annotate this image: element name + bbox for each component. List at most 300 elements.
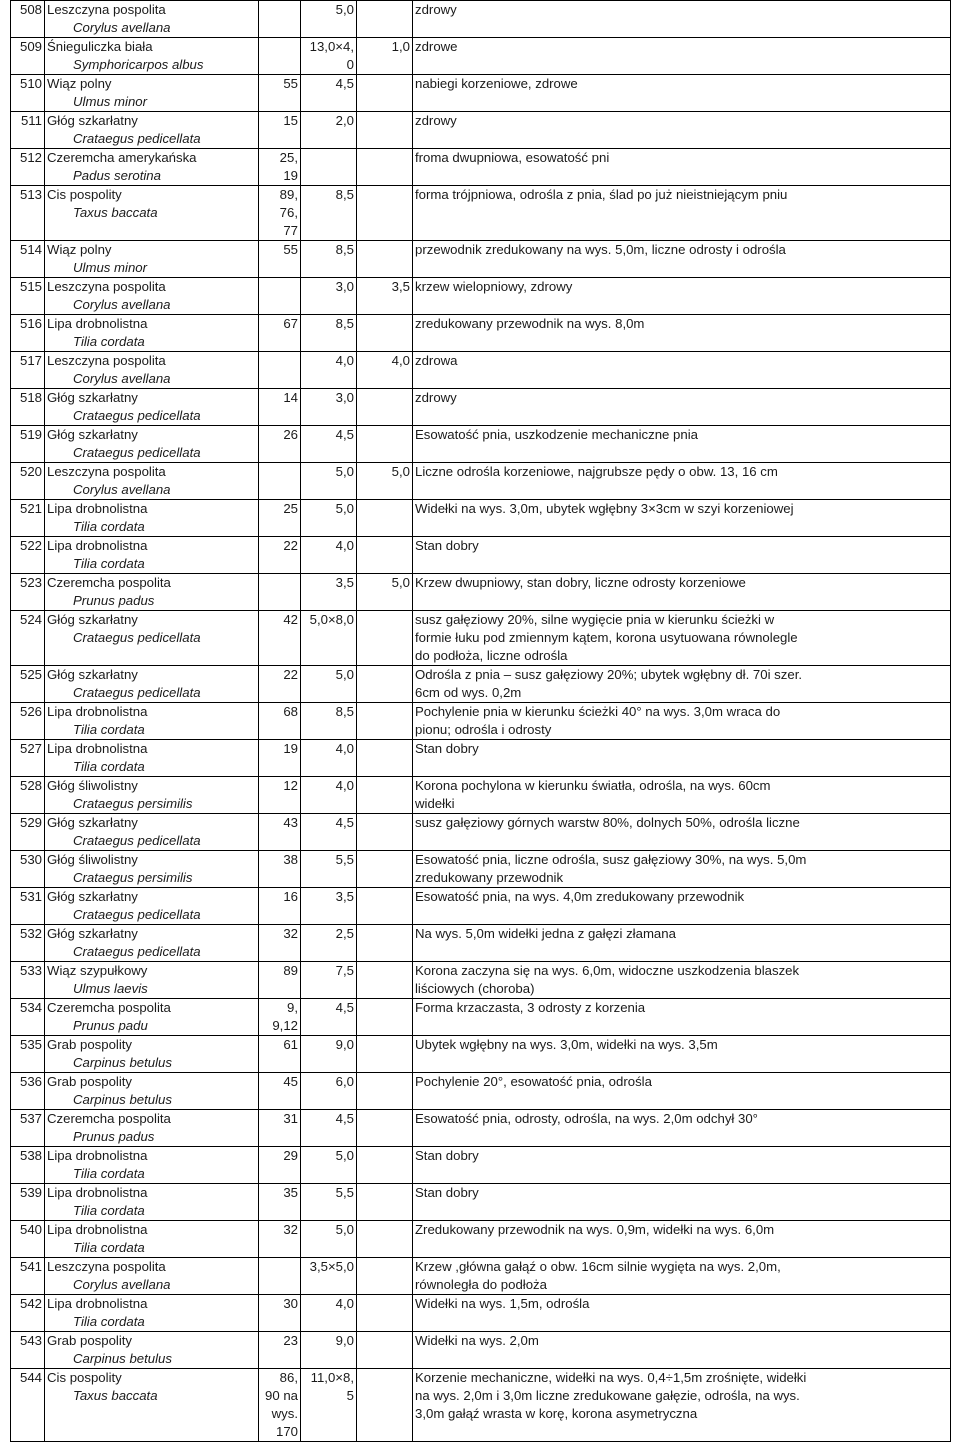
circumference-value: 89, [279, 187, 298, 202]
species-latin-name: Carpinus betulus [73, 1351, 172, 1366]
height-cell [301, 1295, 357, 1332]
table-row [11, 851, 951, 888]
height-value: 5,0 [335, 2, 354, 17]
height-cell [301, 666, 357, 703]
circumference-value: 30 [283, 1296, 298, 1311]
description-line: do podłoża, liczne odrośla [415, 648, 568, 663]
tree-number: 517 [11, 352, 45, 389]
crown-value-cell [357, 999, 413, 1036]
circumference-value: 42 [283, 612, 298, 627]
species-latin-name: Prunus padu [73, 1018, 148, 1033]
circumference-cell [259, 315, 301, 352]
description-line: Esowatość pnia, na wys. 4,0m zredukowany przewodnik [415, 889, 745, 904]
condition-description [413, 112, 951, 149]
height-cell [301, 574, 357, 611]
description-line: Stan dobry [415, 741, 479, 756]
species-latin-name: Corylus avellana [73, 20, 171, 35]
tree-number: 509 [11, 38, 45, 75]
height-value: 5,0×8,0 [309, 612, 354, 627]
description-line: liściowych (choroba) [415, 981, 535, 996]
table-row [11, 352, 951, 389]
crown-value-cell [357, 851, 413, 888]
height-cell [301, 426, 357, 463]
condition-description [413, 278, 951, 315]
table-row [11, 149, 951, 186]
table-row [11, 38, 951, 75]
height-value: 5 [346, 1388, 354, 1403]
species-polish-name: Leszczyna pospolita [47, 353, 166, 368]
description-line: Korona pochylona w kierunku światła, odrośla, na wys. 60cm [415, 778, 771, 793]
species-latin-name: Prunus padus [73, 593, 155, 608]
circumference-value: 55 [283, 76, 298, 91]
description-line: froma dwupniowa, esowatość pni [415, 150, 610, 165]
description-line: Widełki na wys. 2,0m [415, 1333, 539, 1348]
species-polish-name: Czeremcha pospolita [47, 575, 171, 590]
description-line: 3,0m gałąź wrasta w korę, korona asymetryczna [415, 1406, 698, 1421]
species-polish-name: Grab pospolity [47, 1074, 133, 1089]
condition-description [413, 999, 951, 1036]
table-row [11, 315, 951, 352]
height-value: 9,0 [335, 1333, 354, 1348]
species-cell [45, 851, 259, 888]
height-cell [301, 888, 357, 925]
height-value: 2,0 [335, 113, 354, 128]
height-value: 4,5 [335, 1000, 354, 1015]
table-row [11, 1, 951, 38]
height-cell [301, 38, 357, 75]
height-value: 4,5 [335, 76, 354, 91]
height-value: 4,0 [335, 778, 354, 793]
species-polish-name: Grab pospolity [47, 1333, 133, 1348]
circumference-cell [259, 241, 301, 278]
crown-value-cell: 3,5 [357, 278, 413, 315]
height-value: 0 [346, 57, 354, 72]
height-value: 4,0 [335, 353, 354, 368]
circumference-cell [259, 888, 301, 925]
tree-number: 508 [11, 1, 45, 38]
species-latin-name: Carpinus betulus [73, 1092, 172, 1107]
species-cell [45, 537, 259, 574]
condition-description [413, 426, 951, 463]
condition-description [413, 149, 951, 186]
tree-number: 510 [11, 75, 45, 112]
tree-number: 539 [11, 1184, 45, 1221]
height-cell [301, 1073, 357, 1110]
table-row [11, 389, 951, 426]
species-latin-name: Crataegus pedicellata [73, 408, 201, 423]
species-polish-name: Głóg szkarłatny [47, 667, 138, 682]
height-cell [301, 500, 357, 537]
height-cell [301, 1332, 357, 1369]
table-row [11, 703, 951, 740]
crown-value-cell [357, 925, 413, 962]
height-cell [301, 149, 357, 186]
tree-number: 525 [11, 666, 45, 703]
tree-number: 533 [11, 962, 45, 999]
circumference-cell [259, 389, 301, 426]
circumference-value: 45 [283, 1074, 298, 1089]
crown-value-cell [357, 149, 413, 186]
species-cell [45, 1369, 259, 1442]
condition-description [413, 1110, 951, 1147]
table-row [11, 1073, 951, 1110]
tree-number: 531 [11, 888, 45, 925]
circumference-value: 25, [279, 150, 298, 165]
crown-value-cell: 5,0 [357, 463, 413, 500]
height-value: 4,0 [335, 741, 354, 756]
table-row [11, 1147, 951, 1184]
species-polish-name: Czeremcha amerykańska [47, 150, 197, 165]
circumference-value: 68 [283, 704, 298, 719]
species-cell [45, 75, 259, 112]
circumference-value: 67 [283, 316, 298, 331]
description-line: zdrowy [415, 2, 457, 17]
circumference-cell [259, 962, 301, 999]
description-line: przewodnik zredukowany na wys. 5,0m, liczne odrosty i odrośla [415, 242, 786, 257]
species-latin-name: Tilia cordata [73, 519, 145, 534]
description-line: susz gałęziowy 20%, silne wygięcie pnia w kierunku ścieżki w [415, 612, 775, 627]
species-polish-name: Lipa drobnolistna [47, 538, 148, 553]
tree-number: 528 [11, 777, 45, 814]
tree-number: 540 [11, 1221, 45, 1258]
description-line: Stan dobry [415, 1148, 479, 1163]
crown-value-cell [357, 186, 413, 241]
table-row [11, 999, 951, 1036]
species-latin-name: Symphoricarpos albus [73, 57, 204, 72]
condition-description [413, 1147, 951, 1184]
tree-number: 520 [11, 463, 45, 500]
description-line: Odrośla z pnia – susz gałęziowy 20%; ubytek wgłębny dł. 70i szer. [415, 667, 803, 682]
species-cell [45, 149, 259, 186]
table-row [11, 463, 951, 500]
species-latin-name: Tilia cordata [73, 1166, 145, 1181]
description-line: Esowatość pnia, odrosty, odrośla, na wys. 2,0m odchył 30° [415, 1111, 758, 1126]
crown-value-cell: 4,0 [357, 352, 413, 389]
species-cell [45, 666, 259, 703]
height-cell [301, 315, 357, 352]
table-row [11, 1221, 951, 1258]
species-cell [45, 38, 259, 75]
condition-description [413, 666, 951, 703]
crown-value-cell [357, 1332, 413, 1369]
crown-value-cell [357, 1073, 413, 1110]
species-polish-name: Wiąz polny [47, 242, 112, 257]
height-value: 4,5 [335, 427, 354, 442]
species-polish-name: Głóg śliwolistny [47, 852, 138, 867]
crown-value-cell [357, 389, 413, 426]
species-polish-name: Głóg szkarłatny [47, 815, 138, 830]
species-cell [45, 1184, 259, 1221]
height-cell [301, 463, 357, 500]
tree-number: 544 [11, 1369, 45, 1442]
height-value: 11,0×8, [310, 1370, 354, 1385]
species-polish-name: Czeremcha pospolita [47, 1111, 171, 1126]
height-cell [301, 1110, 357, 1147]
condition-description [413, 186, 951, 241]
table-row [11, 666, 951, 703]
table-row [11, 500, 951, 537]
circumference-value: 19 [283, 741, 298, 756]
table-row [11, 1184, 951, 1221]
description-line: Esowatość pnia, liczne odrośla, susz gałęziowy 30%, na wys. 5,0m [415, 852, 807, 867]
tree-number: 526 [11, 703, 45, 740]
tree-number: 529 [11, 814, 45, 851]
crown-value-cell [357, 1258, 413, 1295]
height-cell [301, 777, 357, 814]
height-cell [301, 75, 357, 112]
species-cell [45, 814, 259, 851]
circumference-cell [259, 1332, 301, 1369]
description-line: zdrowy [415, 390, 457, 405]
circumference-cell [259, 1221, 301, 1258]
circumference-value: 38 [283, 852, 298, 867]
species-polish-name: Wiąz szypułkowy [47, 963, 148, 978]
condition-description [413, 352, 951, 389]
crown-value-cell [357, 537, 413, 574]
circumference-cell [259, 1147, 301, 1184]
circumference-value: 16 [283, 889, 298, 904]
circumference-value: 43 [283, 815, 298, 830]
description-line: równoległa do podłoża [415, 1277, 547, 1292]
height-value: 3,0 [335, 390, 354, 405]
condition-description [413, 574, 951, 611]
circumference-value: 35 [283, 1185, 298, 1200]
circumference-value: 76, [279, 205, 298, 220]
species-latin-name: Crataegus pedicellata [73, 685, 201, 700]
description-line: susz gałęziowy górnych warstw 80%, dolnych 50%, odrośla liczne [415, 815, 800, 830]
condition-description [413, 1295, 951, 1332]
height-value: 8,5 [335, 316, 354, 331]
species-cell [45, 1258, 259, 1295]
height-value: 5,5 [335, 852, 354, 867]
circumference-cell [259, 666, 301, 703]
species-cell [45, 1110, 259, 1147]
crown-value-cell [357, 241, 413, 278]
circumference-value: 19 [283, 168, 298, 183]
species-cell [45, 1332, 259, 1369]
crown-value-cell: 1,0 [357, 38, 413, 75]
circumference-cell [259, 1036, 301, 1073]
condition-description [413, 888, 951, 925]
description-line: Zredukowany przewodnik na wys. 0,9m, widełki na wys. 6,0m [415, 1222, 775, 1237]
condition-description [413, 1221, 951, 1258]
crown-value-cell [357, 1184, 413, 1221]
species-cell [45, 1036, 259, 1073]
description-line: Forma krzaczasta, 3 odrosty z korzenia [415, 1000, 646, 1015]
circumference-value: 61 [283, 1037, 298, 1052]
species-latin-name: Tilia cordata [73, 1203, 145, 1218]
description-line: Widełki na wys. 3,0m, ubytek wgłębny 3×3cm w szyi korzeniowej [415, 501, 794, 516]
tree-number: 513 [11, 186, 45, 241]
height-cell [301, 703, 357, 740]
species-cell [45, 463, 259, 500]
species-latin-name: Corylus avellana [73, 297, 171, 312]
species-latin-name: Crataegus pedicellata [73, 944, 201, 959]
height-value: 4,5 [335, 815, 354, 830]
crown-value-cell [357, 75, 413, 112]
tree-number: 534 [11, 999, 45, 1036]
species-cell [45, 925, 259, 962]
description-line: zdrowa [415, 353, 458, 368]
description-line: Esowatość pnia, uszkodzenie mechaniczne pnia [415, 427, 698, 442]
circumference-cell [259, 352, 301, 389]
species-polish-name: Grab pospolity [47, 1037, 133, 1052]
circumference-cell [259, 777, 301, 814]
height-cell [301, 851, 357, 888]
height-cell [301, 740, 357, 777]
crown-value-cell [357, 500, 413, 537]
crown-value-cell [357, 1369, 413, 1442]
condition-description [413, 463, 951, 500]
species-latin-name: Crataegus pedicellata [73, 445, 201, 460]
tree-number: 532 [11, 925, 45, 962]
species-polish-name: Głóg szkarłatny [47, 427, 138, 442]
description-line: Krzew dwupniowy, stan dobry, liczne odrosty korzeniowe [415, 575, 746, 590]
tree-number: 514 [11, 241, 45, 278]
circumference-value: 32 [283, 1222, 298, 1237]
table-row [11, 1369, 951, 1442]
circumference-cell [259, 149, 301, 186]
table-row [11, 962, 951, 999]
tree-number: 541 [11, 1258, 45, 1295]
table-row [11, 611, 951, 666]
description-line: forma trójpniowa, odrośla z pnia, ślad po już nieistniejącym pniu [415, 187, 788, 202]
circumference-cell [259, 574, 301, 611]
description-line: Na wys. 5,0m widełki jedna z gałęzi złamana [415, 926, 676, 941]
tree-number: 511 [11, 112, 45, 149]
species-polish-name: Leszczyna pospolita [47, 1259, 166, 1274]
height-cell [301, 389, 357, 426]
circumference-value: 25 [283, 501, 298, 516]
species-cell [45, 186, 259, 241]
condition-description [413, 1332, 951, 1369]
height-value: 3,0 [335, 279, 354, 294]
circumference-cell [259, 1184, 301, 1221]
circumference-cell [259, 1295, 301, 1332]
species-cell [45, 777, 259, 814]
crown-value-cell [357, 112, 413, 149]
species-cell [45, 1295, 259, 1332]
circumference-value: 22 [283, 538, 298, 553]
tree-number: 543 [11, 1332, 45, 1369]
description-line: Korona zaczyna się na wys. 6,0m, widoczne uszkodzenia blaszek [415, 963, 800, 978]
species-latin-name: Corylus avellana [73, 1277, 171, 1292]
circumference-cell [259, 611, 301, 666]
species-polish-name: Cis pospolity [47, 1370, 122, 1385]
condition-description [413, 611, 951, 666]
species-latin-name: Ulmus laevis [73, 981, 148, 996]
crown-value-cell [357, 1036, 413, 1073]
height-cell [301, 814, 357, 851]
height-value: 5,0 [335, 1222, 354, 1237]
circumference-cell [259, 1, 301, 38]
crown-value-cell [357, 740, 413, 777]
circumference-value: 9,12 [272, 1018, 298, 1033]
circumference-cell [259, 112, 301, 149]
table-row [11, 888, 951, 925]
height-value: 5,5 [335, 1185, 354, 1200]
height-cell [301, 1, 357, 38]
species-polish-name: Lipa drobnolistna [47, 501, 148, 516]
circumference-value: 31 [283, 1111, 298, 1126]
condition-description [413, 1369, 951, 1442]
species-latin-name: Tilia cordata [73, 1240, 145, 1255]
crown-value-cell [357, 1295, 413, 1332]
species-polish-name: Lipa drobnolistna [47, 1222, 148, 1237]
description-line: Widełki na wys. 1,5m, odrośla [415, 1296, 590, 1311]
tree-number: 512 [11, 149, 45, 186]
tree-number: 538 [11, 1147, 45, 1184]
condition-description [413, 537, 951, 574]
condition-description [413, 241, 951, 278]
species-cell [45, 389, 259, 426]
tree-number: 542 [11, 1295, 45, 1332]
description-line: na wys. 2,0m i 3,0m liczne zredukowane gałęzie, odrośla, na wys. [415, 1388, 800, 1403]
circumference-cell [259, 38, 301, 75]
description-line: zredukowany przewodnik na wys. 8,0m [415, 316, 645, 331]
description-line: zredukowany przewodnik [415, 870, 564, 885]
species-cell [45, 740, 259, 777]
species-latin-name: Tilia cordata [73, 1314, 145, 1329]
condition-description [413, 777, 951, 814]
tree-number: 515 [11, 278, 45, 315]
height-value: 5,0 [335, 667, 354, 682]
circumference-cell [259, 1110, 301, 1147]
circumference-value: 89 [283, 963, 298, 978]
height-value: 5,0 [335, 464, 354, 479]
species-polish-name: Głóg szkarłatny [47, 889, 138, 904]
condition-description [413, 38, 951, 75]
species-polish-name: Głóg szkarłatny [47, 926, 138, 941]
crown-value-cell [357, 814, 413, 851]
condition-description [413, 851, 951, 888]
species-latin-name: Crataegus pedicellata [73, 131, 201, 146]
circumference-cell [259, 740, 301, 777]
circumference-value: 23 [283, 1333, 298, 1348]
crown-value-cell [357, 777, 413, 814]
species-cell [45, 999, 259, 1036]
species-cell [45, 352, 259, 389]
description-line: zdrowe [415, 39, 458, 54]
circumference-value: 9, [287, 1000, 298, 1015]
description-line: Stan dobry [415, 1185, 479, 1200]
species-latin-name: Tilia cordata [73, 556, 145, 571]
circumference-value: 32 [283, 926, 298, 941]
species-cell [45, 1147, 259, 1184]
height-cell [301, 112, 357, 149]
height-cell [301, 1369, 357, 1442]
description-line: krzew wielopniowy, zdrowy [415, 279, 573, 294]
condition-description [413, 962, 951, 999]
table-row [11, 1332, 951, 1369]
circumference-cell [259, 1369, 301, 1442]
circumference-cell [259, 537, 301, 574]
tree-number: 524 [11, 611, 45, 666]
circumference-value: wys. [271, 1406, 298, 1421]
crown-value-cell [357, 315, 413, 352]
species-latin-name: Tilia cordata [73, 334, 145, 349]
circumference-value: 55 [283, 242, 298, 257]
species-cell [45, 703, 259, 740]
description-line: Liczne odrośla korzeniowe, najgrubsze pędy o obw. 13, 16 cm [415, 464, 778, 479]
tree-number: 537 [11, 1110, 45, 1147]
tree-number: 518 [11, 389, 45, 426]
species-polish-name: Cis pospolity [47, 187, 122, 202]
height-value: 4,5 [335, 1111, 354, 1126]
species-latin-name: Carpinus betulus [73, 1055, 172, 1070]
species-polish-name: Czeremcha pospolita [47, 1000, 171, 1015]
height-cell [301, 962, 357, 999]
